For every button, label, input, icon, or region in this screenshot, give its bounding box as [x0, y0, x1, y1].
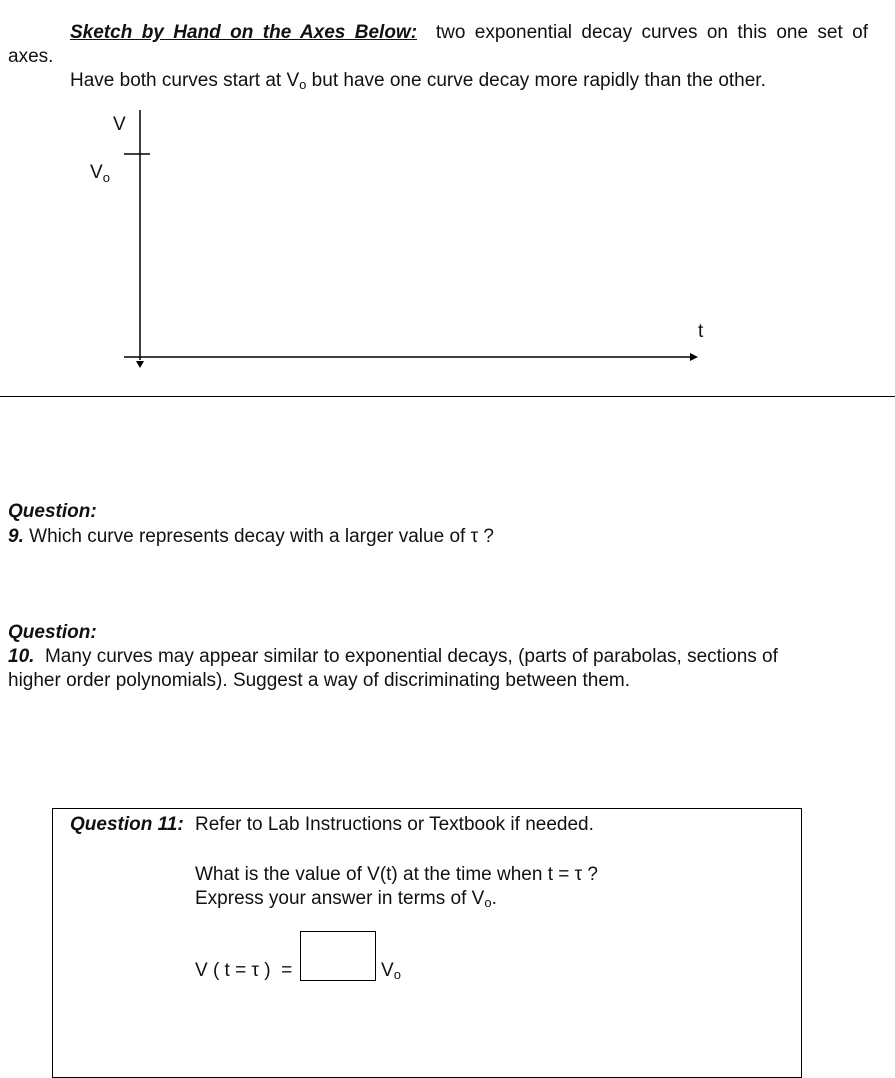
- sketch-line2-b: but have one curve decay more rapidly than the other.: [306, 70, 766, 91]
- q11-box: [52, 808, 802, 1078]
- q11-unit: [381, 959, 401, 983]
- y-axis-label: V: [113, 114, 126, 135]
- q11-question-line2: [195, 887, 497, 911]
- q11-line2-a: Express your answer in terms of V: [195, 888, 485, 909]
- q10-number: 10.: [8, 646, 35, 667]
- q11-unit-v: V: [381, 960, 394, 981]
- y-tick-label: $V_o$: [90, 162, 110, 185]
- q11-label: Question 11:: [70, 814, 184, 835]
- q11-line2-b: .: [491, 888, 497, 909]
- q9-label: Question:: [8, 501, 97, 522]
- sketch-text-line1: two exponential decay curves on this one set of: [435, 22, 868, 43]
- q11-equation-lhs: V ( t = τ ) =: [195, 960, 293, 981]
- q11-question-line1: What is the value of V(t) at the time when t = τ ?: [195, 864, 598, 885]
- q9-question: [8, 525, 494, 549]
- sketch-line2-a: Have both curves start at V: [70, 70, 300, 91]
- q10-label: Question:: [8, 622, 97, 643]
- q10-line1: Many curves may appear similar to exponential decays, (parts of parabolas, sections of: [44, 646, 778, 667]
- q11-unit-sub: o: [393, 967, 401, 982]
- q11-answer-box[interactable]: [300, 931, 376, 981]
- sketch-text-line1-end: axes.: [8, 46, 54, 67]
- x-axis-arrow: [690, 353, 698, 361]
- q10-question-line1: [8, 645, 876, 669]
- q11-line2-sub: o: [484, 895, 492, 910]
- x-axis-label: t: [698, 321, 704, 342]
- sketch-axes[interactable]: [0, 100, 895, 380]
- sketch-instructions-line2: [70, 69, 766, 93]
- q11-instruction: Refer to Lab Instructions or Textbook if needed.: [195, 814, 594, 835]
- q9-text: Which curve represents decay with a larger value of τ ?: [23, 526, 494, 547]
- sketch-heading: Sketch by Hand on the Axes Below:: [70, 22, 418, 43]
- y-axis-arrow: [136, 361, 144, 368]
- section-divider: [0, 396, 895, 397]
- q9-number: 9.: [8, 526, 24, 547]
- sketch-line2-sub: o: [299, 77, 307, 92]
- sketch-instructions-line1: [70, 21, 868, 45]
- q10-line2: higher order polynomials). Suggest a way of discriminating between them.: [8, 670, 631, 691]
